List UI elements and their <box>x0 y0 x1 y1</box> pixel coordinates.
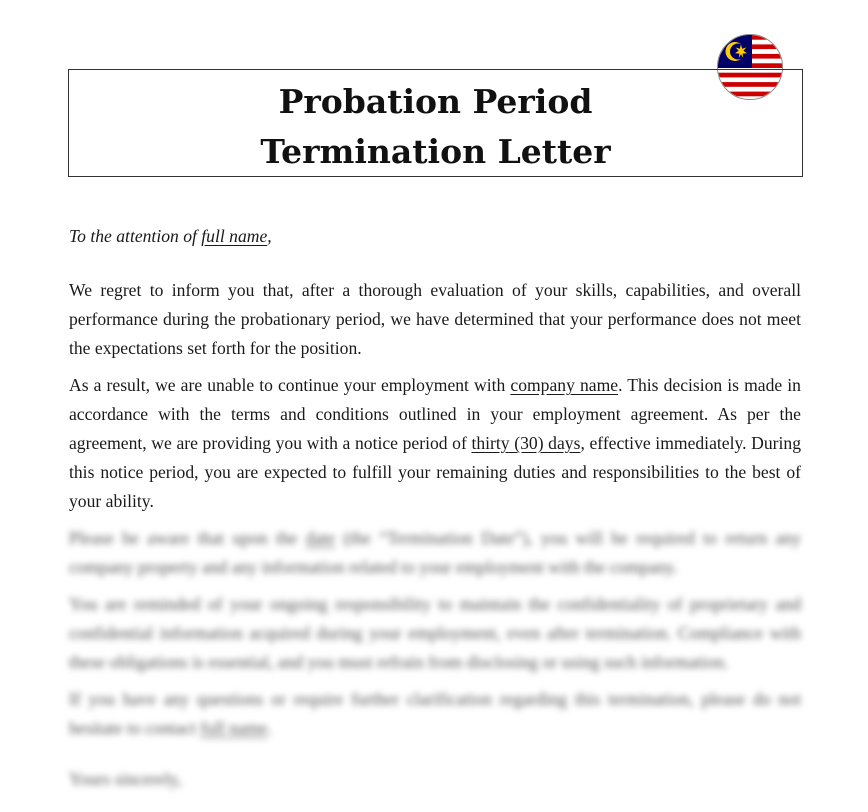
closing: Yours sincerely, <box>69 769 182 789</box>
p2-text-a: As a result, we are unable to continue your employment with <box>69 375 511 395</box>
paragraph-confidentiality: You are reminded of your ongoing responsibility to maintain the confidentiality of proprietary and confidential information acquired during your employment, even after termination. Compliance with these obligations is essential, and you must refrain from disclosing or using such information. <box>69 594 801 672</box>
notice-period-placeholder: thirty (30) days <box>471 433 581 453</box>
company-name-placeholder: company name <box>510 375 619 395</box>
document-title <box>69 70 802 177</box>
letter-body <box>69 222 801 802</box>
greeting-prefix: To the attention of <box>69 226 202 246</box>
paragraph-notice <box>69 371 801 516</box>
paragraph-questions <box>69 685 801 743</box>
contact-name-placeholder: full name <box>200 718 268 738</box>
greeting <box>69 222 801 251</box>
p2-text-b: . This decision is made in accordance with the terms and conditions outlined in your employment agreement. As per the agreement, we are providing you with a notice period of <box>69 375 801 453</box>
title-box <box>68 69 803 177</box>
blurred-section <box>69 524 801 794</box>
title-line-1: Probation Period <box>278 82 593 121</box>
p3-text-a: Please be aware that upon the <box>69 528 306 548</box>
title-line-2: Termination Letter <box>260 132 611 171</box>
recipient-name-placeholder: full name <box>201 226 268 246</box>
p5-text-a: If you have any questions or require further clarification regarding this termination, please do not hesitate to contact <box>69 689 801 738</box>
p2-text-c: , effective immediately. During this notice period, you are expected to fulfill your remaining duties and responsibilities to the best of your ability. <box>69 433 801 511</box>
p3-text-b: (the “Termination Date”), you will be required to return any company property and any information related to your employment with the company. <box>69 528 801 577</box>
date-placeholder: date <box>305 528 336 548</box>
paragraph-return-property <box>69 524 801 582</box>
greeting-suffix: , <box>267 226 272 246</box>
paragraph-evaluation: We regret to inform you that, after a thorough evaluation of your skills, capabilities, and overall performance during the probationary period, we have determined that your performance does not meet the expectations set forth for the position. <box>69 280 801 358</box>
p5-text-b: . <box>267 718 272 738</box>
